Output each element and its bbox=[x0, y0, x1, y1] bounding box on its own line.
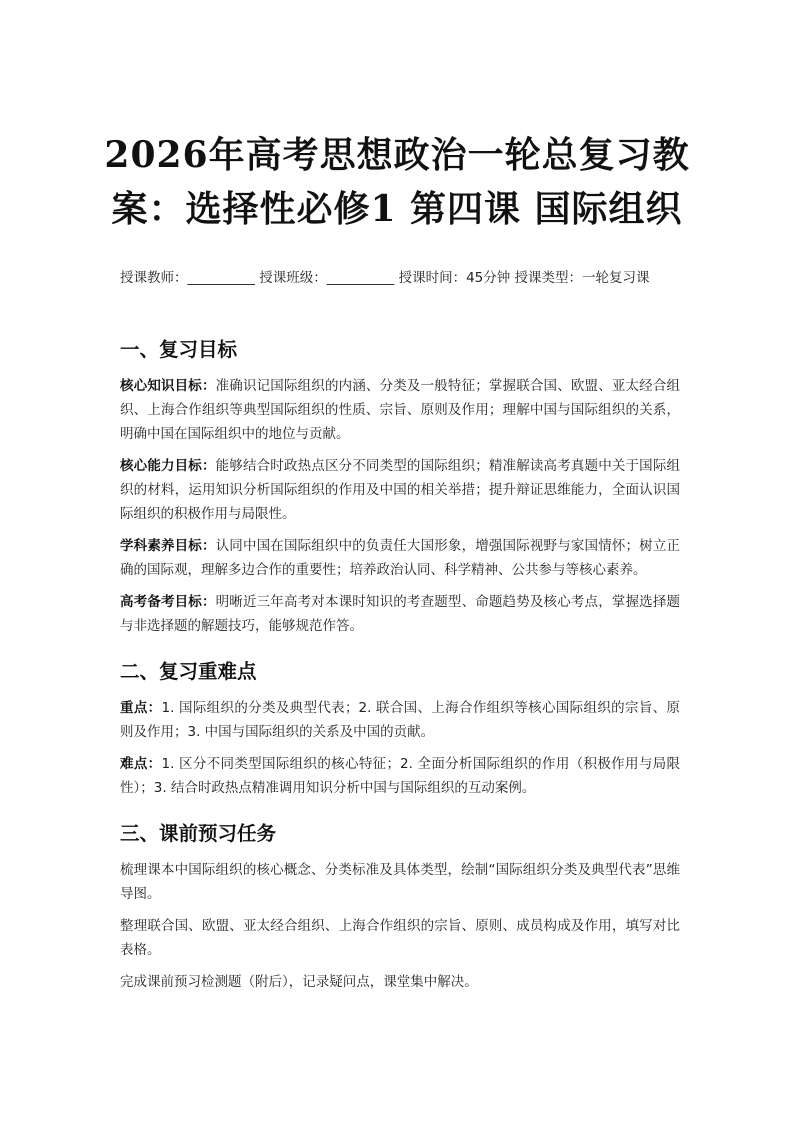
paragraph bbox=[120, 374, 680, 446]
paragraph-text: 1. 区分不同类型国际组织的核心特征；2. 全面分析国际组织的作用（积极作用与局限性）；3. 结合时政热点精准调用知识分析中国与国际组织的互动案例。 bbox=[120, 756, 680, 796]
paragraph bbox=[120, 696, 680, 744]
paragraph-label: 难点： bbox=[120, 756, 162, 772]
paragraph-text: 能够结合时政热点区分不同类型的国际组织；精准解读高考真题中关于国际组织的材料，运用知识分析国际组织的作用及中国的相关举措；提升辩证思维能力，全面认识国际组织的积极作用与局限性。 bbox=[120, 458, 681, 522]
section-heading: 一、复习目标 bbox=[120, 338, 238, 361]
paragraph bbox=[120, 454, 680, 526]
paragraph-text: 梳理课本中国际组织的核心概念、分类标准及具体类型，绘制“国际组织分类及典型代表”思维导图。 bbox=[120, 862, 680, 902]
paragraph bbox=[120, 534, 680, 582]
paragraph-label: 核心能力目标： bbox=[120, 458, 216, 474]
paragraph-text: 整理联合国、欧盟、亚太经合组织、上海合作组织的宗旨、原则、成员构成及作用，填写对比表格。 bbox=[120, 918, 680, 958]
section-heading: 三、课前预习任务 bbox=[120, 822, 277, 845]
document-title bbox=[60, 128, 734, 236]
paragraph-text: 认同中国在国际组织中的负责任大国形象，增强国际视野与家国情怀；树立正确的国际观，理解多边合作的重要性；培养政治认同、科学精神、公共参与等核心素养。 bbox=[120, 538, 681, 578]
paragraph-label: 重点： bbox=[120, 700, 162, 716]
section-heading: 二、复习重难点 bbox=[120, 660, 257, 683]
document-body bbox=[120, 336, 680, 1014]
paragraph-text: 准确识记国际组织的内涵、分类及一般特征；掌握联合国、欧盟、亚太经合组织、上海合作组织等典型国际组织的性质、宗旨、原则及作用；理解中国与国际组织的关系，明确中国在国际组织中的地位与贡献。 bbox=[120, 378, 681, 442]
paragraph-text: 1. 国际组织的分类及典型代表；2. 联合国、上海合作组织等核心国际组织的宗旨、原则及作用；3. 中国与国际组织的关系及中国的贡献。 bbox=[120, 700, 680, 740]
paragraph bbox=[120, 752, 680, 800]
paragraph-text: 完成课前预习检测题（附后），记录疑问点，课堂集中解决。 bbox=[120, 974, 478, 990]
lesson-meta: 授课教师：__________ 授课班级：__________ 授课时间：45分钟 授课类型：一轮复习课 bbox=[120, 270, 650, 286]
section-review-goals bbox=[120, 336, 680, 638]
paragraph-label: 核心知识目标： bbox=[120, 378, 216, 394]
paragraph bbox=[120, 858, 680, 906]
paragraph-label: 学科素养目标： bbox=[120, 538, 216, 554]
title-line-2: 案：选择性必修1 第四课 国际组织 bbox=[111, 188, 683, 230]
paragraph bbox=[120, 914, 680, 962]
paragraph-label: 高考备考目标： bbox=[120, 594, 216, 610]
paragraph-text: 明晰近三年高考对本课时知识的考查题型、命题趋势及核心考点，掌握选择题与非选择题的解题技巧，能够规范作答。 bbox=[120, 594, 681, 634]
section-key-difficult-points bbox=[120, 658, 680, 800]
title-line-1: 2026年高考思想政治一轮总复习教 bbox=[104, 134, 690, 176]
section-preview-tasks bbox=[120, 820, 680, 994]
paragraph bbox=[120, 970, 680, 994]
paragraph bbox=[120, 590, 680, 638]
